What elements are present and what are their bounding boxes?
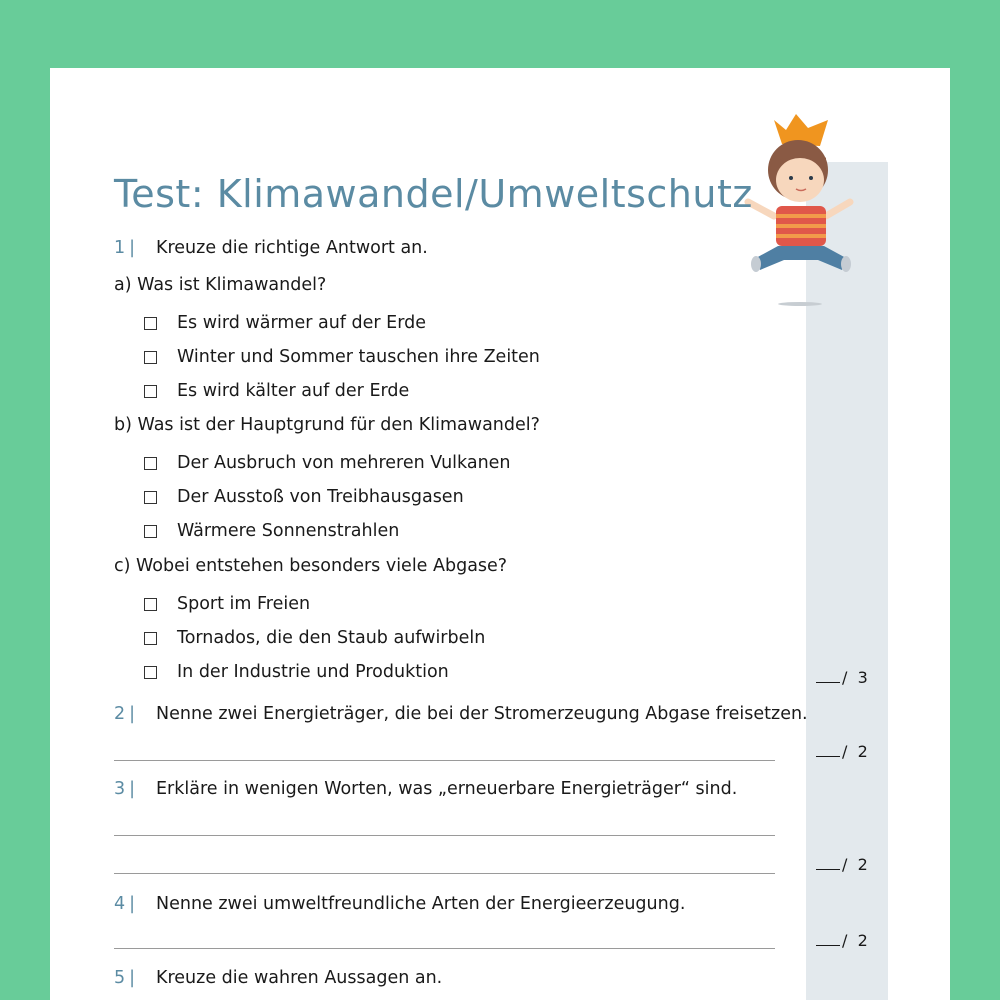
- subquestion-b: b) Was ist der Hauptgrund für den Klimawandel?: [114, 415, 540, 435]
- question-text: Nenne zwei umweltfreundliche Arten der Energieerzeugung.: [156, 894, 686, 914]
- question-text: Nenne zwei Energieträger, die bei der Stromerzeugung Abgase freisetzen.: [156, 704, 808, 724]
- question-5: [114, 968, 442, 988]
- checkbox-icon[interactable]: [144, 632, 157, 645]
- question-text: Kreuze die richtige Antwort an.: [156, 238, 428, 258]
- option-checkbox[interactable]: In der Industrie und Produktion: [144, 662, 449, 682]
- option-checkbox[interactable]: Tornados, die den Staub aufwirbeln: [144, 628, 485, 648]
- subquestion-a: a) Was ist Klimawandel?: [114, 275, 327, 295]
- checkbox-icon[interactable]: [144, 457, 157, 470]
- option-checkbox[interactable]: Wärmere Sonnenstrahlen: [144, 521, 399, 541]
- score-field-q2[interactable]: / 2: [816, 742, 868, 761]
- answer-line[interactable]: [114, 948, 775, 949]
- option-checkbox[interactable]: Winter und Sommer tauschen ihre Zeiten: [144, 347, 540, 367]
- option-checkbox[interactable]: Es wird kälter auf der Erde: [144, 381, 409, 401]
- question-text: Erkläre in wenigen Worten, was „erneuerbare Energieträger“ sind.: [156, 779, 738, 799]
- question-1: [114, 238, 428, 258]
- checkbox-icon[interactable]: [144, 491, 157, 504]
- question-4: [114, 894, 685, 914]
- question-2: [114, 704, 808, 724]
- question-number: 1 |: [114, 238, 136, 258]
- checkbox-icon[interactable]: [144, 351, 157, 364]
- score-field-q4[interactable]: / 2: [816, 931, 868, 950]
- question-text: Kreuze die wahren Aussagen an.: [156, 968, 443, 988]
- page-title: Test: Klimawandel/Umweltschutz: [114, 172, 753, 216]
- answer-line[interactable]: [114, 873, 775, 874]
- option-checkbox[interactable]: Der Ausstoß von Treibhausgasen: [144, 487, 464, 507]
- question-3: [114, 779, 737, 799]
- score-field-q1[interactable]: / 3: [816, 668, 868, 687]
- question-number: 5 |: [114, 968, 136, 988]
- checkbox-icon[interactable]: [144, 385, 157, 398]
- question-number: 3 |: [114, 779, 136, 799]
- checkbox-icon[interactable]: [144, 317, 157, 330]
- option-checkbox[interactable]: Der Ausbruch von mehreren Vulkanen: [144, 453, 511, 473]
- answer-line[interactable]: [114, 835, 775, 836]
- option-checkbox[interactable]: Sport im Freien: [144, 594, 310, 614]
- question-number: 4 |: [114, 894, 136, 914]
- worksheet-page: [50, 68, 950, 1000]
- question-number: 2 |: [114, 704, 136, 724]
- subquestion-c: c) Wobei entstehen besonders viele Abgase?: [114, 556, 508, 576]
- checkbox-icon[interactable]: [144, 666, 157, 679]
- checkbox-icon[interactable]: [144, 598, 157, 611]
- option-checkbox[interactable]: Es wird wärmer auf der Erde: [144, 313, 426, 333]
- score-field-q3[interactable]: / 2: [816, 855, 868, 874]
- answer-line[interactable]: [114, 760, 775, 761]
- checkbox-icon[interactable]: [144, 525, 157, 538]
